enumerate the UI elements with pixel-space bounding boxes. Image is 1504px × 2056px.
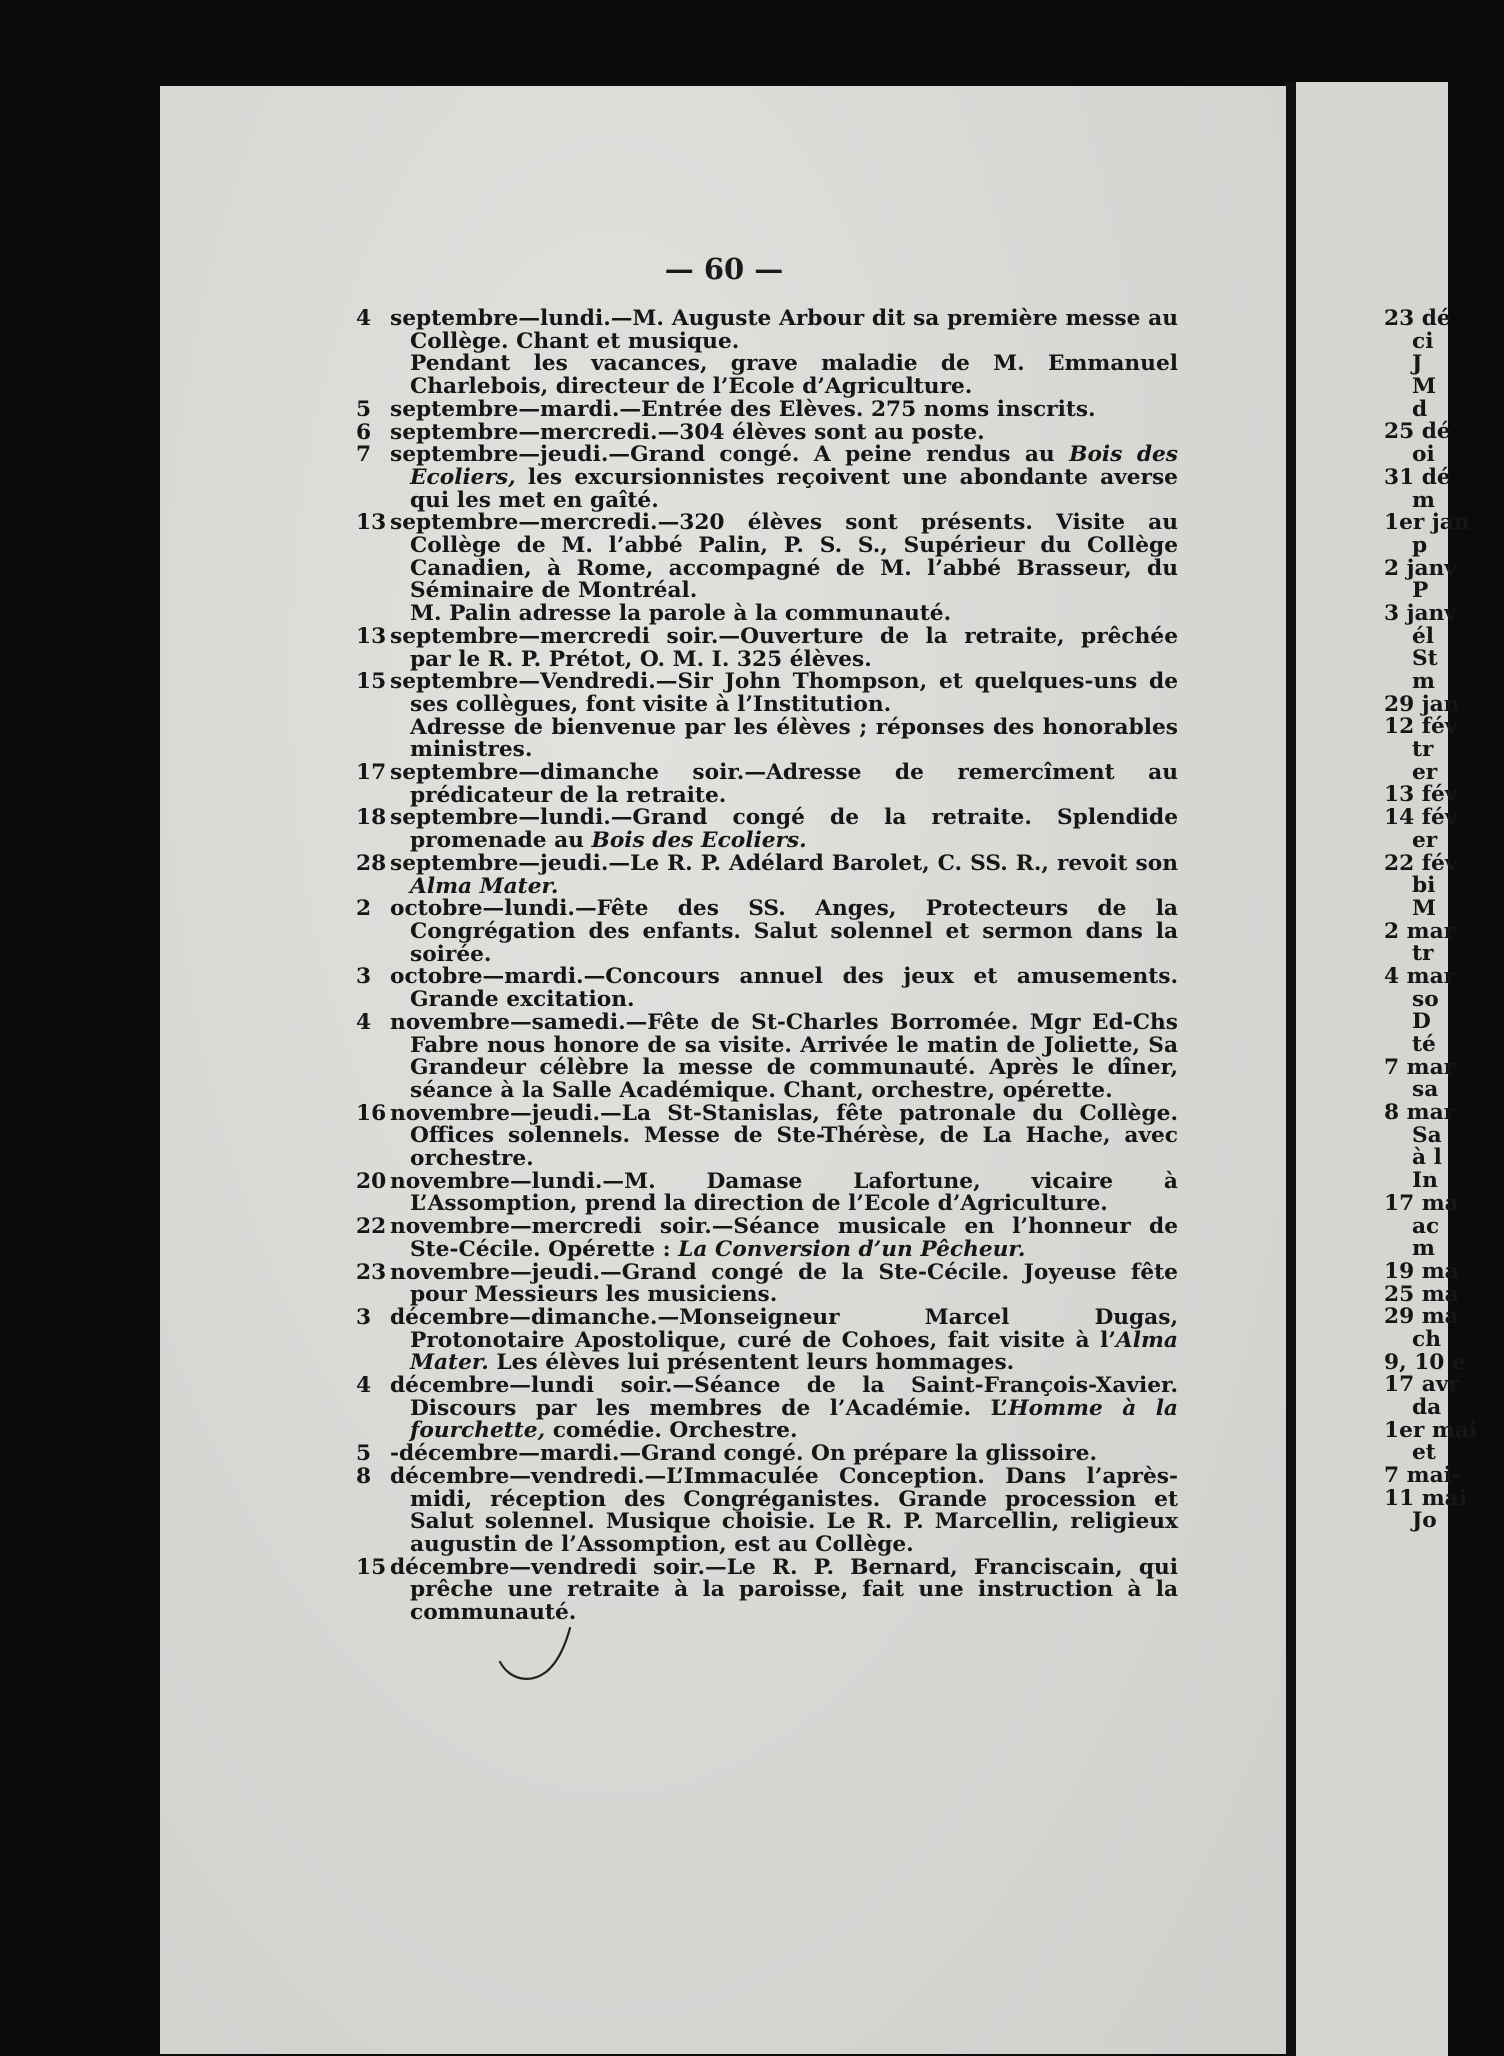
- entry-note: Adresse de bienvenue par les élèves ; réponses des honorables ministres.: [410, 714, 1178, 763]
- chronicle-entry: [356, 762, 1178, 807]
- chronicle-entry: [356, 512, 1178, 603]
- entry-text: [390, 1305, 1178, 1375]
- entry-day: 4: [356, 1009, 372, 1035]
- chronicle-entry: [356, 807, 1178, 852]
- next-page-fragment: 25 ma: [1384, 1281, 1459, 1307]
- next-page-fragment: él: [1412, 623, 1435, 649]
- entry-day: 3: [356, 1304, 372, 1330]
- next-page-fragment: ch: [1412, 1326, 1441, 1352]
- next-page-fragment: m: [1412, 487, 1435, 513]
- next-page-fragment: 7 mai-: [1384, 1463, 1461, 1489]
- chronicle-entry: [356, 1009, 1178, 1103]
- next-page-fragment: 12 fév: [1384, 714, 1458, 740]
- next-page-fragment: 31 dé: [1384, 464, 1451, 490]
- entry-text: décembre—vendredi.—L’Immaculée Conception. Dans l’après-midi, réception des Congréganistes. Grande procession et Salut solennel. Musique choisie. Le R. P. Marcellin, religieux augustin de l’Assomption, est au Collège.: [390, 1463, 1178, 1557]
- next-page-fragment: bi: [1412, 873, 1436, 899]
- entry-text: novembre—jeudi.—Grand congé de la Ste-Cécile. Joyeuse fête pour Messieurs les musiciens.: [390, 1259, 1178, 1308]
- entry-italic-title: Alma Mater.: [410, 1327, 1178, 1376]
- next-page-fragment: 17 ma: [1384, 1190, 1459, 1216]
- chronicle-entry: [356, 1304, 1178, 1376]
- next-page-fragment: 8 mar: [1384, 1100, 1456, 1126]
- entry-text-part: décembre—dimanche.—Monseigneur Marcel Dugas, Protonotaire Apostolique, curé de Cohoes, fait visite à l’: [390, 1304, 1178, 1353]
- entry-day: 3: [356, 964, 372, 990]
- chronicle-entry: [356, 308, 1178, 353]
- next-page-fragment: à l: [1412, 1145, 1442, 1171]
- next-page-fragment: 4 mar: [1384, 963, 1456, 989]
- entry-text: septembre—lundi.—M. Auguste Arbour dit sa première messe au Collège. Chant et musique.: [390, 306, 1178, 354]
- next-page-fragment: M: [1412, 895, 1437, 921]
- next-page-fragment: té: [1412, 1032, 1436, 1057]
- entry-day: 28: [356, 850, 387, 876]
- chronicle-entry: [356, 671, 1178, 716]
- entry-day: 15: [356, 1554, 387, 1580]
- next-page-fragment: 2 janv: [1384, 555, 1457, 581]
- next-page-fragment: 29 jan: [1384, 691, 1460, 717]
- next-page-fragment: m: [1412, 669, 1435, 694]
- entry-day: 18: [356, 805, 387, 831]
- entry-text: octobre—lundi.—Fête des SS. Anges, Protecteurs de la Congrégation des enfants. Salut solennel et sermon dans la soirée.: [390, 896, 1178, 967]
- entry-text: novembre—samedi.—Fête de St-Charles Borromée. Mgr Ed-Chs Fabre nous honore de sa visite. Arrivée le matin de Joliette, Sa Grandeur célèbre la messe de communauté. Après le dîner, séance à la Salle Académique. Chant, orchestre, opérette.: [390, 1009, 1178, 1103]
- entry-day: 6: [356, 419, 372, 445]
- entry-text-part: septembre—lundi.—Grand congé de la retraite. Splendide promenade au: [390, 805, 1178, 854]
- next-page-fragment: Jo: [1412, 1508, 1437, 1534]
- entry-day: 2: [356, 896, 372, 922]
- entry-day: 22: [356, 1214, 387, 1240]
- entry-text: [390, 851, 1178, 899]
- next-page-fragment: D: [1412, 1009, 1431, 1035]
- entry-day: 16: [356, 1100, 387, 1126]
- next-page-fragment: so: [1412, 986, 1439, 1012]
- page-number: — 60 —: [664, 252, 784, 286]
- entry-text: décembre—vendredi soir.—Le R. P. Bernard, Franciscain, qui prêche une retraite à la paroisse, fait une instruction à la communauté.: [390, 1554, 1178, 1626]
- entry-text-part: comédie. Orchestre.: [545, 1418, 798, 1444]
- chronicle-entry: [356, 1216, 1178, 1261]
- entry-text: [390, 805, 1178, 853]
- entry-note: Pendant les vacances, grave maladie de M. Emmanuel Charlebois, directeur de l’Ecole d’Agriculture.: [410, 351, 1178, 400]
- next-page-fragment: 1er mai: [1384, 1417, 1478, 1443]
- next-page-fragment: tr: [1412, 941, 1434, 967]
- entry-day: 5: [356, 396, 372, 422]
- entry-day: 8: [356, 1463, 372, 1489]
- next-page-fragment: 22 fév: [1384, 850, 1458, 876]
- next-page-fragment: M: [1412, 374, 1437, 400]
- next-page-fragment: 13 fév: [1384, 782, 1458, 808]
- entry-text: septembre—mercredi.—320 élèves sont présents. Visite au Collège de M. l’abbé Palin, P. S. S., Supérieur du Collège Canadien, à Rome, accompagné de M. l’abbé Brasseur, du Séminaire de Montréal.: [390, 510, 1178, 604]
- next-page-fragment: Sa: [1412, 1122, 1442, 1148]
- chronicle-entries: [356, 308, 1178, 1625]
- entry-day: 5: [356, 1441, 372, 1467]
- entry-text: -décembre—mardi.—Grand congé. On prépare la glissoire.: [390, 1441, 1098, 1467]
- next-page-fragment: 7 mar: [1384, 1054, 1456, 1080]
- entry-text: [390, 1373, 1178, 1443]
- entry-italic-title: Alma Mater.: [410, 873, 559, 899]
- chronicle-entry: [356, 850, 1178, 899]
- chronicle-entry: [356, 396, 1178, 422]
- next-page-fragments: [1384, 308, 1504, 1533]
- entry-text: septembre—dimanche soir.—Adresse de remercîment au prédicateur de la retraite.: [390, 760, 1178, 808]
- entry-text: novembre—lundi.—M. Damase Lafortune, vicaire à L’Assomption, prend la direction de l’Ecole d’Agriculture.: [390, 1168, 1178, 1217]
- next-page-fragment: 1er jan: [1384, 510, 1470, 536]
- entry-day: 13: [356, 623, 387, 649]
- next-page-fragment: 19 ma: [1384, 1258, 1459, 1284]
- next-page-fragment: er: [1412, 759, 1438, 785]
- next-page-fragment: 9, 10 e: [1384, 1349, 1466, 1375]
- next-page-fragment: P: [1412, 578, 1429, 604]
- next-page-fragment: J: [1412, 351, 1423, 377]
- next-page-fragment: ci: [1412, 328, 1434, 354]
- entry-day: 4: [356, 1373, 372, 1399]
- entry-text-part: septembre—jeudi.—Le R. P. Adélard Barolet, C. SS. R., revoit son: [390, 850, 1178, 876]
- chronicle-entry: [356, 966, 1178, 1011]
- entry-note: M. Palin adresse la parole à la communauté.: [410, 601, 952, 627]
- chronicle-entry: [356, 1375, 1178, 1443]
- next-page-fragment: 3 janv: [1384, 600, 1457, 626]
- next-page-fragment: d: [1412, 396, 1428, 422]
- chronicle-entry: [356, 1259, 1178, 1308]
- next-page-fragment: er: [1412, 827, 1438, 853]
- entry-text: septembre—mercredi.—304 élèves sont au poste.: [390, 419, 985, 445]
- entry-text: [390, 442, 1178, 512]
- entry-text-part: les excursionnistes reçoivent une abondante averse qui les met en gaîté.: [410, 464, 1178, 513]
- next-page-fragment: ac: [1412, 1213, 1440, 1239]
- entry-day: 23: [356, 1259, 387, 1285]
- next-page-fragment: da: [1412, 1395, 1442, 1420]
- chronicle-entry: [356, 1554, 1178, 1626]
- entry-text: novembre—jeudi.—La St-Stanislas, fête patronale du Collège. Offices solennels. Messe de Ste-Thérèse, de La Hache, avec orchestre.: [390, 1100, 1178, 1172]
- next-page-fragment: 2 mar: [1384, 918, 1456, 944]
- chronicle-entry: [356, 419, 1178, 445]
- next-page-fragment: 14 fév: [1384, 805, 1458, 831]
- entry-day: 13: [356, 510, 387, 536]
- next-page-fragment: 17 avr: [1384, 1372, 1460, 1398]
- entry-text: septembre—mercredi soir.—Ouverture de la retraite, prêchée par le R. P. Prétot, O. M. I. 325 élèves.: [390, 623, 1178, 672]
- next-page-fragment: oi: [1412, 442, 1435, 468]
- entry-day: 7: [356, 442, 372, 468]
- entry-text-part: septembre—jeudi.—Grand congé. A peine rendus au: [390, 442, 1070, 468]
- entry-italic-title: La Conversion d’un Pêcheur.: [678, 1236, 1026, 1262]
- next-page-fragment: St: [1412, 646, 1438, 672]
- entry-text-part: novembre—mercredi soir.—Séance musicale en l’honneur de Ste-Cécile. Opérette :: [390, 1214, 1178, 1262]
- next-page-fragment: tr: [1412, 737, 1434, 763]
- chronicle-entry: [356, 1443, 1178, 1466]
- entry-text: [390, 1214, 1178, 1262]
- entry-day: 15: [356, 669, 387, 695]
- chronicle-entry: [356, 1463, 1178, 1557]
- page-gutter: [1286, 82, 1296, 2056]
- next-page-fragment: p: [1412, 532, 1428, 558]
- next-page-fragment: In: [1412, 1168, 1438, 1194]
- entry-italic-title: Homme à la fourchette,: [410, 1395, 1178, 1444]
- next-page-fragment: m: [1412, 1236, 1435, 1262]
- entry-day: 4: [356, 306, 372, 331]
- entry-day: 20: [356, 1168, 387, 1194]
- entry-text-part: Les élèves lui présentent leurs hommages.: [488, 1350, 1015, 1376]
- entry-text: septembre—Vendredi.—Sir John Thompson, et quelques-uns de ses collègues, font visite à l’Institution.: [390, 669, 1178, 717]
- chronicle-entry: [356, 1100, 1178, 1172]
- entry-italic-title: Bois des Ecoliers.: [591, 828, 807, 854]
- entry-italic-title: Bois des Ecoliers,: [410, 442, 1178, 490]
- entry-text-part: décembre—lundi soir.—Séance de la Saint-François-Xavier. Discours par les membres de l’Académie. L’: [390, 1373, 1178, 1421]
- chronicle-entry: [356, 444, 1178, 512]
- next-page-fragment: 23 dé: [1384, 306, 1451, 331]
- entry-text: septembre—mardi.—Entrée des Elèves. 275 noms inscrits.: [390, 396, 1096, 422]
- chronicle-entry: [356, 1168, 1178, 1217]
- next-page-fragment: et: [1412, 1440, 1436, 1466]
- entry-day: 17: [356, 760, 387, 786]
- chronicle-entry: [356, 623, 1178, 672]
- next-page-fragment: 25 dé: [1384, 419, 1451, 445]
- next-page-fragment: sa: [1412, 1077, 1439, 1103]
- next-page-fragment: 29 ma: [1384, 1304, 1459, 1330]
- entry-text: octobre—mardi.—Concours annuel des jeux et amusements. Grande excitation.: [390, 964, 1178, 1013]
- next-page-fragment: 11 mai: [1384, 1485, 1467, 1511]
- chronicle-entry: [356, 898, 1178, 966]
- handwritten-mark-icon: [490, 1620, 610, 1690]
